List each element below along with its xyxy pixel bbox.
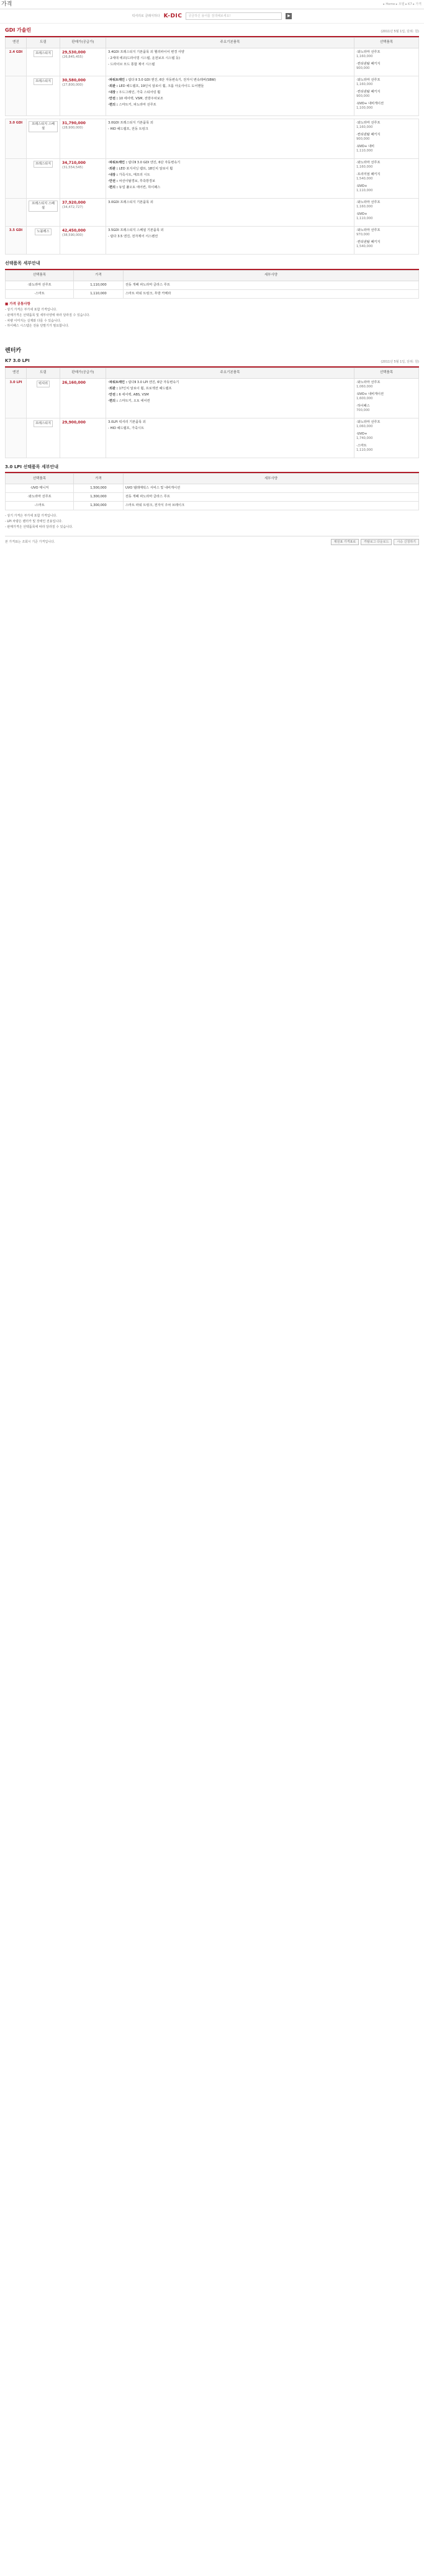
supply-value: (28,900,000): [62, 126, 83, 130]
price-cell: [60, 76, 106, 115]
option-price: 1,110,000: [356, 217, 373, 221]
gdi-section-header: [5, 27, 419, 34]
price-cell: [60, 378, 106, 418]
option-price: 1,160,000: [356, 165, 373, 169]
feature-text: 10 에어백, VSM, 전방주차보조: [119, 96, 163, 101]
notes-heading: ■ 가격 공통사항: [5, 302, 30, 306]
feature-key: ·파워트레인 :: [108, 78, 127, 82]
table-row: [6, 378, 419, 418]
option-name[interactable]: ·와노라마 선루프: [356, 228, 381, 233]
table-row: [6, 48, 419, 76]
table-row: [6, 502, 419, 510]
option-price: 1,060,000: [356, 424, 373, 428]
price-value: 31,790,000: [62, 120, 86, 125]
option-name[interactable]: ·와노라마 선루프: [356, 50, 381, 54]
option-name[interactable]: ·와노라마 선루프: [356, 201, 381, 205]
trim-cell: [27, 119, 60, 158]
feature-key: ·외관 :: [108, 386, 118, 391]
option-name[interactable]: ·컨티넨탈 패키지: [356, 240, 381, 245]
feature-text: 우드그레인, 가죽 스티어링 휠: [119, 90, 161, 94]
supply-value: (27,800,000): [62, 83, 83, 87]
option-name[interactable]: ·프리미엄 패키지: [356, 173, 381, 177]
option-name[interactable]: ·UVO+: [356, 432, 368, 436]
note-item: - 판매가격은 선택품목 및 세부사양에 따라 달라질 수 있습니다.: [5, 313, 90, 317]
table-row: [6, 76, 419, 115]
option-item[interactable]: [356, 201, 417, 209]
features-cell: [106, 418, 354, 458]
feature-key: ·외관 :: [108, 167, 118, 171]
options-cell: [354, 227, 419, 255]
table-header-row: [6, 474, 419, 484]
col-options: 선택품목: [354, 368, 419, 378]
option-name[interactable]: ·스마트: [356, 443, 367, 448]
feature-key: ·편의 :: [108, 399, 118, 403]
option-price: 900,000: [356, 94, 370, 98]
page-title: 가격: [1, 1, 12, 7]
trim-name[interactable]: 프레스티지 스페셜: [29, 121, 58, 132]
price-value: 29,900,000: [62, 420, 86, 425]
option-cell: 전동 개폐 파노라마 글라스 루프: [124, 493, 419, 502]
feature-item: [108, 228, 352, 233]
option-name[interactable]: ·컨티넨탈 패키지: [356, 61, 381, 66]
table-row: [6, 227, 419, 255]
option-name[interactable]: ·와노라마 선루프: [356, 78, 381, 82]
option-cell: 스마트 파워 트렁크, 후방 카메라: [124, 289, 419, 298]
feature-key: ·안전 :: [108, 392, 118, 397]
lpi-title: 렌터카: [5, 348, 22, 355]
feature-key: ·내장 :: [108, 173, 118, 178]
options-cell: [354, 48, 419, 76]
option-cell: ·와노라마 선루프: [6, 281, 74, 289]
col-options: 선택품목: [354, 37, 419, 48]
feature-text: 람다Ⅱ 3.0 GDI 엔진, 6단 자동변속기: [128, 161, 181, 165]
feature-text: 3.0GDI 프레스티지 기본품목 외: [108, 201, 153, 205]
feature-key: ·편의 :: [108, 186, 118, 190]
footer-button[interactable]: 시승 신청하기: [394, 539, 419, 546]
price-cell: [60, 227, 106, 255]
option-cell: 1,500,000: [74, 484, 124, 493]
option-name[interactable]: ·와노라마 선루프: [356, 161, 381, 165]
trim-name[interactable]: 럭셔리: [37, 381, 50, 387]
col-engine: 엔진: [6, 37, 27, 48]
option-price: 1,110,000: [356, 448, 373, 452]
feature-item: [108, 393, 352, 397]
feature-text: 스마트키, 파노라마 선루프: [119, 102, 156, 107]
table-header-row: [6, 368, 419, 378]
col-features: 주요기본품목: [106, 368, 354, 378]
option-item[interactable]: [356, 381, 417, 389]
option-cell: 1,300,000: [74, 493, 124, 502]
footer: [5, 536, 419, 546]
option-price: 1,600,000: [356, 396, 373, 400]
feature-text: - HID 헤드램프, 가죽시트: [108, 426, 144, 430]
option-price: 970,000: [356, 233, 370, 237]
feature-text: - HID 헤드램프, 전동 트렁크: [108, 127, 148, 131]
feature-key: ·파워트레인 :: [108, 161, 127, 165]
gdi-options-title: 선택품목 세부안내: [5, 261, 40, 266]
price-value: 42,450,000: [62, 228, 86, 233]
trim-name[interactable]: 프레스티지: [34, 420, 53, 427]
feature-text: 3.0LPI 럭셔리 기본품목 외: [108, 420, 146, 424]
supply-value: (31,554,545): [62, 166, 83, 170]
option-item[interactable]: [356, 240, 417, 249]
option-item[interactable]: [356, 173, 417, 181]
feature-item: [108, 78, 352, 83]
kdic-logo[interactable]: K-DIC: [163, 12, 183, 19]
engine-cell: [6, 418, 27, 458]
option-name[interactable]: ·와노라마 선루프: [356, 420, 381, 424]
feature-item: [108, 103, 352, 107]
option-item[interactable]: [356, 161, 417, 169]
feature-text: 스마트키, 오토 에어컨: [119, 399, 150, 403]
trim-name[interactable]: 프레스티지 스페셜: [29, 201, 58, 212]
feature-text: 3.0GDI 프레스티지 기본품목 외: [108, 120, 153, 125]
supply-value: (38,590,000): [62, 233, 83, 238]
note-item: - 상기 가격은 부가세 포함 가격입니다.: [5, 514, 57, 518]
option-name[interactable]: ·UVO+ 내비게이션: [356, 101, 384, 106]
gdi3-price-table: [5, 119, 419, 255]
lpi-date: (2011년 5월 1일, 단위: 원): [381, 359, 419, 364]
feature-item: [108, 167, 352, 171]
options-cell: [354, 199, 419, 227]
feature-item: [108, 97, 352, 101]
option-price: 1,110,000: [356, 149, 373, 153]
lpi-price-table: [5, 368, 419, 458]
price-value: 29,530,000: [62, 50, 86, 55]
option-price: 900,000: [356, 66, 370, 70]
note-item: - 하이패스 시스템은 전용 단말기가 필요합니다.: [5, 324, 70, 328]
option-price: 1,060,000: [356, 384, 373, 389]
engine-cell: [6, 76, 27, 115]
option-item[interactable]: [356, 78, 417, 87]
features-cell: [106, 76, 354, 115]
search-input[interactable]: 궁금하신 용어를 검색해보세요!: [186, 12, 282, 20]
footer-text: 본 가격표는 조회시 기준 가격입니다.: [5, 540, 55, 544]
option-name[interactable]: ·UVO+: [356, 184, 368, 189]
top-bar: [0, 0, 424, 9]
lpi-section-header: [5, 347, 419, 355]
price-cell: [60, 199, 106, 227]
option-item[interactable]: [356, 184, 417, 193]
option-item[interactable]: [356, 432, 417, 441]
col-trim: 트림: [27, 368, 60, 378]
feature-text: 차선이탈경보, 후측방경보: [119, 179, 155, 184]
feature-text: LED 헤드램프, 19인치 알로이 휠, 크롬 아웃사이드 도어핸들: [119, 84, 204, 88]
price-value: 26,160,000: [62, 380, 86, 385]
notes-common: [5, 302, 419, 328]
price-value: 30,580,000: [62, 78, 86, 83]
feature-item: [108, 186, 352, 190]
feature-item: [108, 179, 352, 184]
option-price: 1,540,000: [356, 177, 373, 181]
trim-cell: [27, 378, 60, 418]
feature-text: - 람다 3.5 엔진, 전자제어 서스펜션: [108, 235, 158, 239]
feature-key: ·파워트레인 :: [108, 380, 127, 384]
feature-text: 3.5GDI 프레스티지 스페셜 기본품목 외: [108, 228, 164, 233]
option-name[interactable]: ·하이패스: [356, 404, 370, 408]
option-name[interactable]: ·컨티넨탈 패키지: [356, 132, 381, 137]
lpi-options-title: 3.0 LPI 선택품목 세부안내: [5, 464, 59, 469]
feature-item: [108, 420, 352, 425]
feature-text: 가죽시트, 메모리 시트: [119, 173, 150, 178]
price-value: 37,920,000: [62, 201, 86, 206]
table-row: [6, 493, 419, 502]
trim-name[interactable]: 프레스티지: [34, 78, 53, 85]
options-cell: [354, 76, 419, 115]
features-cell: [106, 227, 354, 255]
note-item: - LPI 차량은 렌터카 및 장애인 전용입니다.: [5, 520, 63, 524]
option-item[interactable]: [356, 62, 417, 71]
feature-item: [108, 427, 352, 431]
option-item[interactable]: [356, 121, 417, 130]
lpi-sub-header: [5, 358, 419, 364]
feature-text: 람다Ⅱ 3.0 LPI 엔진, 6단 자동변속기: [128, 380, 179, 384]
col-price: 판매가(공급가): [60, 37, 106, 48]
option-item[interactable]: [356, 228, 417, 237]
engine-cell: 3.0 GDI: [6, 119, 27, 158]
feature-key: ·외관 :: [108, 84, 118, 88]
footer-button[interactable]: 제원표 가격표로: [331, 539, 359, 546]
table-row: [6, 199, 419, 227]
options-cell: [354, 119, 419, 158]
feature-item: [108, 84, 352, 89]
table-row: [6, 281, 419, 289]
option-name[interactable]: ·UVO+ 내비: [356, 145, 375, 149]
option-price: 1,110,000: [356, 189, 373, 193]
feature-item: [108, 235, 352, 239]
feature-text: 듀얼 풀오토 에어컨, 하이패스: [119, 186, 161, 190]
feature-text: 람다 Ⅱ 3.0 GDI 엔진, 6단 자동변속기, 전자식 변속레버(SBW): [128, 78, 216, 82]
col-option: 선택품목: [6, 270, 74, 281]
feature-text: - 2세대 에코(드라이빙 시스템, 운전보조 시스템 등): [108, 56, 180, 60]
option-item[interactable]: [356, 50, 417, 59]
feature-item: [108, 381, 352, 385]
option-name[interactable]: ·UVO+ 내비게이션: [356, 392, 384, 396]
col-trim: 트림: [27, 37, 60, 48]
option-item[interactable]: [356, 444, 417, 453]
engine-cell: 3.5 GDI: [6, 227, 27, 255]
option-cell: 스마트 파워 트렁크, 전자식 주차 브레이크: [124, 502, 419, 510]
trim-cell: [27, 227, 60, 255]
note-item: - 상기 가격은 부가세 포함 가격입니다.: [5, 308, 57, 312]
col-price: 판매가(공급가): [60, 368, 106, 378]
price-cell: [60, 119, 106, 158]
trim-cell: [27, 199, 60, 227]
option-price: 1,160,000: [356, 82, 373, 86]
feature-key: ·안전 :: [108, 179, 118, 184]
option-item[interactable]: [356, 133, 417, 142]
feature-item: [108, 91, 352, 95]
col-price: 가격: [74, 270, 124, 281]
gdi-title: GDI 가솔린: [5, 27, 32, 33]
gdi-price-table: [5, 37, 419, 116]
option-price: 1,160,000: [356, 54, 373, 58]
gdi-date: (2011년 5월 1일, 단위: 원): [381, 30, 419, 34]
features-cell: [106, 378, 354, 418]
col-detail: 세부사양: [124, 474, 419, 484]
notes-lpi: [5, 514, 419, 529]
option-price: 700,000: [356, 408, 370, 412]
supply-value: (26,845,455): [62, 55, 83, 59]
option-item[interactable]: [356, 102, 417, 111]
tagline: 럭셔리로 클래식하다: [132, 14, 160, 18]
option-name[interactable]: ·컨티넨탈 패키지: [356, 89, 381, 94]
option-price: 1,160,000: [356, 125, 373, 129]
col-price: 가격: [74, 474, 124, 484]
trim-name[interactable]: 노블레스: [35, 228, 51, 235]
feature-key: ·편의 :: [108, 102, 118, 107]
option-cell: 1,110,000: [74, 281, 124, 289]
option-cell: UVO 텔레매틱스 서비스 및 내비게이션: [124, 484, 419, 493]
feature-item: [108, 121, 352, 125]
option-name[interactable]: ·와노라마 선루프: [356, 120, 381, 125]
feature-key: ·안전 :: [108, 96, 118, 101]
option-price: 1,740,000: [356, 436, 373, 440]
engine-cell: [6, 159, 27, 199]
feature-item: [108, 173, 352, 178]
gdi-options-table: [5, 270, 419, 299]
option-price: 1,100,000: [356, 106, 373, 110]
feature-item: [108, 399, 352, 404]
feature-text: 6 에어백, ABS, VSM: [119, 392, 149, 397]
options-cell: [354, 378, 419, 418]
features-cell: [106, 199, 354, 227]
table-header-row: [6, 37, 419, 48]
engine-cell: [6, 199, 27, 227]
features-cell: [106, 159, 354, 199]
feature-item: [108, 127, 352, 132]
lpi-options-table: [5, 473, 419, 510]
option-cell: 전동 개폐 파노라마 글라스 루프: [124, 281, 419, 289]
option-cell: ·와노라마 선루프: [6, 493, 74, 502]
lpi-subtitle: K7 3.0 LPI: [5, 358, 30, 364]
price-cell: [60, 418, 106, 458]
col-engine: 엔진: [6, 368, 27, 378]
feature-item: [108, 63, 352, 67]
trim-cell: [27, 48, 60, 76]
option-item[interactable]: [356, 420, 417, 429]
price-cell: [60, 159, 106, 199]
trim-name[interactable]: 프레스티지: [34, 50, 53, 57]
note-item: - 차량 이미지는 실제와 다를 수 있습니다.: [5, 319, 61, 323]
options-cell: [354, 159, 419, 199]
trim-cell: [27, 76, 60, 115]
search-icon[interactable]: ▶: [286, 13, 292, 19]
option-price: 1,160,000: [356, 205, 373, 209]
col-option: 선택품목: [6, 474, 74, 484]
feature-item: [108, 56, 352, 61]
feature-item: [108, 387, 352, 391]
trim-cell: [27, 418, 60, 458]
trim-name[interactable]: 프레스티지: [34, 161, 53, 168]
feature-key: ·내장 :: [108, 90, 118, 94]
price-cell: [60, 48, 106, 76]
note-item: - 판매가격은 선택품목에 따라 달라질 수 있습니다.: [5, 525, 73, 529]
option-cell: ·UVO 매니저: [6, 484, 74, 493]
option-cell: ·스마트: [6, 502, 74, 510]
feature-text: LED 포지셔닝 램프, 18인치 알로이 휠: [119, 167, 173, 171]
table-header-row: [6, 270, 419, 281]
col-detail: 세부사양: [124, 270, 419, 281]
features-cell: [106, 119, 354, 158]
breadcrumb[interactable]: ▸ Home ▸ 모델 ▸ K7 ▸ 가격: [383, 2, 422, 6]
hero-banner: [0, 9, 424, 24]
table-row: [6, 119, 419, 158]
engine-cell: 3.0 LPI: [6, 378, 27, 418]
option-item[interactable]: [356, 392, 417, 401]
option-item[interactable]: [356, 90, 417, 99]
col-features: 주요기본품목: [106, 37, 354, 48]
trim-cell: [27, 159, 60, 199]
option-price: 900,000: [356, 137, 370, 141]
features-cell: [106, 48, 354, 76]
table-row: [6, 159, 419, 199]
option-item[interactable]: [356, 404, 417, 413]
option-cell: ·스마트: [6, 289, 74, 298]
table-row: [6, 418, 419, 458]
options-cell: [354, 418, 419, 458]
feature-text: - 드라이브 모드 통합 제어 시스템: [108, 62, 155, 66]
feature-item: [108, 50, 352, 55]
feature-item: [108, 201, 352, 205]
footer-button[interactable]: 카탈로그 다운로드: [361, 539, 392, 546]
supply-value: (34,472,727): [62, 206, 83, 210]
option-item[interactable]: [356, 212, 417, 221]
engine-cell: 2.4 GDI: [6, 48, 27, 76]
price-value: 34,710,000: [62, 161, 86, 166]
option-cell: 1,300,000: [74, 502, 124, 510]
table-row: [6, 289, 419, 298]
option-name[interactable]: ·와노라마 선루프: [356, 380, 381, 384]
feature-item: [108, 161, 352, 165]
option-cell: 1,110,000: [74, 289, 124, 298]
feature-text: 17인치 알로이 휠, 프로젝션 헤드램프: [119, 386, 172, 391]
table-row: [6, 484, 419, 493]
option-item[interactable]: [356, 145, 417, 153]
option-name[interactable]: ·UVO+: [356, 212, 368, 217]
feature-text: 3.4GDI 프레스티지 기본품목 외 헬리파이어 변경 사양: [108, 50, 184, 54]
option-price: 1,540,000: [356, 245, 373, 249]
